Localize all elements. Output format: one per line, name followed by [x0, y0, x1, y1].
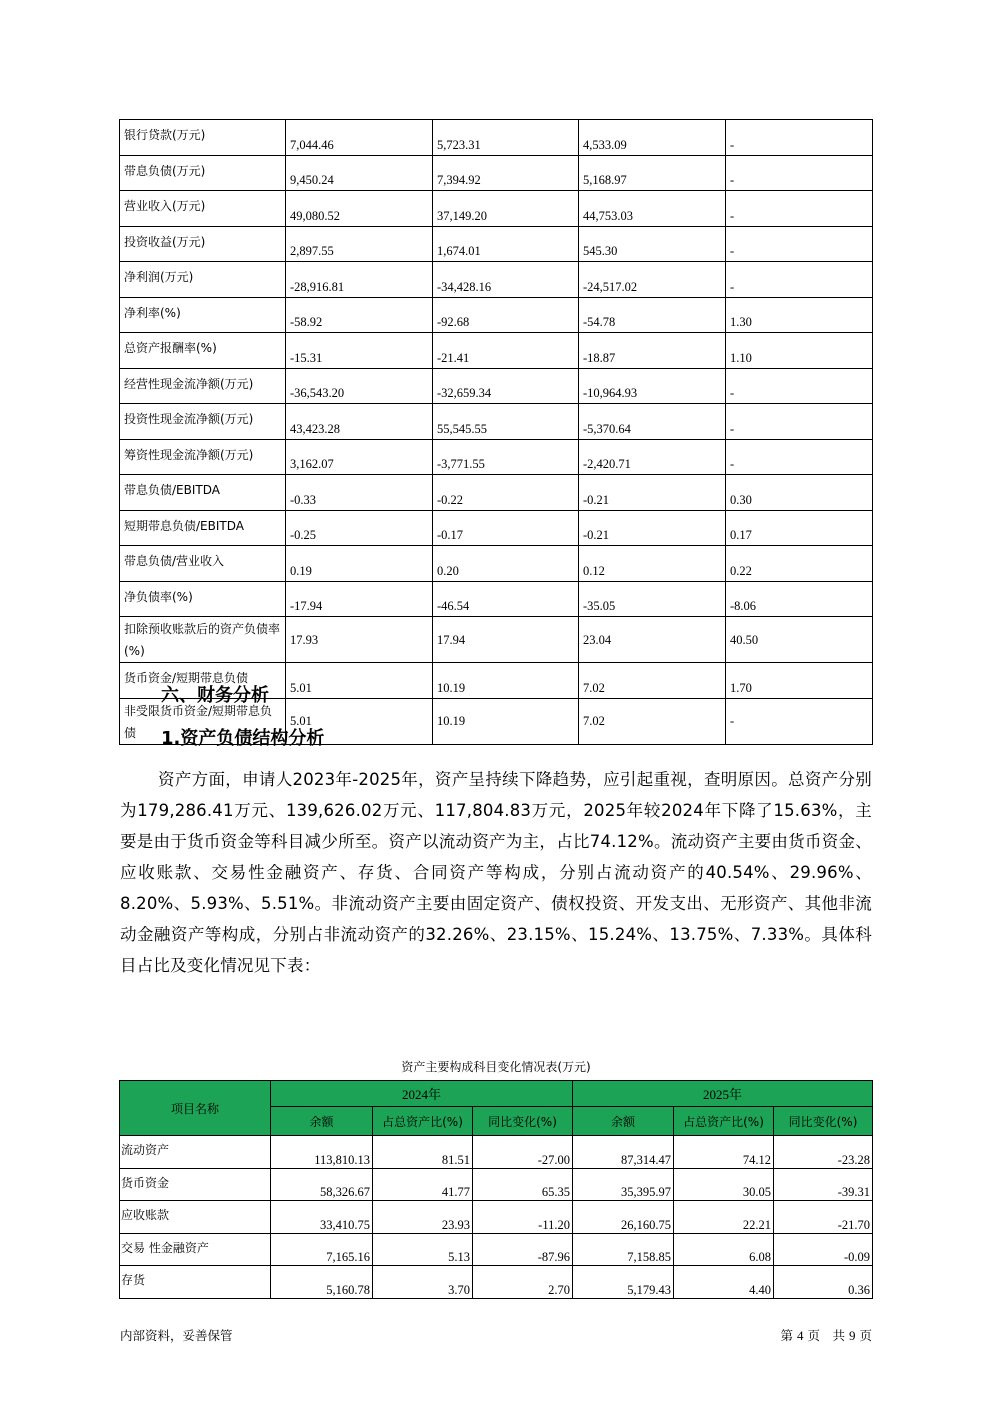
value-2023: -28,916.81 [286, 262, 433, 298]
value-2024: 10.19 [433, 663, 579, 699]
row-label: 存货 [120, 1266, 271, 1299]
amount-2024: 113,810.13 [271, 1136, 373, 1169]
table-row [120, 546, 873, 582]
header-amount: 余额 [573, 1107, 674, 1136]
table-row [120, 1233, 873, 1266]
yoy-2025: -39.31 [774, 1168, 873, 1201]
value-2025: -35.05 [579, 581, 726, 617]
value-benchmark: 1.30 [726, 297, 873, 333]
table-row [120, 439, 873, 475]
page-current: 4 [797, 1328, 804, 1343]
value-2025: 0.12 [579, 546, 726, 582]
value-benchmark: -8.06 [726, 581, 873, 617]
value-2025: -10,964.93 [579, 368, 726, 404]
value-2023: 3,162.07 [286, 439, 433, 475]
value-benchmark: 0.17 [726, 510, 873, 546]
yoy-2025: -23.28 [774, 1136, 873, 1169]
value-2023: 7,044.46 [286, 120, 433, 156]
value-benchmark: - [726, 120, 873, 156]
value-2025: -24,517.02 [579, 262, 726, 298]
amount-2024: 58,326.67 [271, 1168, 373, 1201]
value-2025: 5,168.97 [579, 155, 726, 191]
header-year-2024: 2024年 [271, 1081, 573, 1107]
page-mid: 页 共 [807, 1328, 846, 1343]
table-row [120, 368, 873, 404]
table-row [120, 1201, 873, 1234]
row-label: 银行贷款(万元) [120, 120, 286, 156]
amount-2024: 5,160.78 [271, 1266, 373, 1299]
share-2025: 4.40 [674, 1266, 774, 1299]
value-2024: 10.19 [433, 698, 579, 744]
value-benchmark: - [726, 404, 873, 440]
table-row [120, 155, 873, 191]
header-year-2025: 2025年 [573, 1081, 873, 1107]
header-share: 占总资产比(%) [674, 1107, 774, 1136]
row-label: 货币资金/短期带息负债 [120, 663, 286, 699]
yoy-2024: -27.00 [473, 1136, 573, 1169]
financial-metrics-table [119, 119, 873, 745]
value-benchmark: - [726, 191, 873, 227]
value-2023: 17.93 [286, 617, 433, 663]
row-label: 投资性现金流净额(万元) [120, 404, 286, 440]
value-2024: 55,545.55 [433, 404, 579, 440]
share-2025: 30.05 [674, 1168, 774, 1201]
value-2024: -92.68 [433, 297, 579, 333]
row-label: 经营性现金流净额(万元) [120, 368, 286, 404]
value-2023: -36,543.20 [286, 368, 433, 404]
amount-2025: 35,395.97 [573, 1168, 674, 1201]
value-2023: -58.92 [286, 297, 433, 333]
header-yoy: 同比变化(%) [774, 1107, 873, 1136]
value-2024: 5,723.31 [433, 120, 579, 156]
page-prefix: 第 [780, 1328, 794, 1343]
header-share: 占总资产比(%) [373, 1107, 473, 1136]
row-label: 交易 性金融资产 [120, 1233, 271, 1266]
value-benchmark: 1.70 [726, 663, 873, 699]
table-caption: 资产主要构成科目变化情况表(万元) [401, 1060, 591, 1074]
value-2025: 545.30 [579, 226, 726, 262]
header-amount: 余额 [271, 1107, 373, 1136]
value-2025: -0.21 [579, 510, 726, 546]
value-benchmark: 0.22 [726, 546, 873, 582]
share-2024: 41.77 [373, 1168, 473, 1201]
value-2024: 37,149.20 [433, 191, 579, 227]
value-benchmark: - [726, 226, 873, 262]
row-label: 短期带息负债/EBITDA [120, 510, 286, 546]
value-2023: 5.01 [286, 698, 433, 744]
table-row [120, 191, 873, 227]
value-2024: -21.41 [433, 333, 579, 369]
share-2025: 22.21 [674, 1201, 774, 1234]
table-row [120, 1136, 873, 1169]
table-row [120, 475, 873, 511]
value-benchmark: 1.10 [726, 333, 873, 369]
value-2025: 23.04 [579, 617, 726, 663]
row-label: 带息负债/EBITDA [120, 475, 286, 511]
value-2023: -15.31 [286, 333, 433, 369]
page-total: 9 [849, 1328, 856, 1343]
value-2024: 1,674.01 [433, 226, 579, 262]
yoy-2024: 65.35 [473, 1168, 573, 1201]
value-2025: 7.02 [579, 663, 726, 699]
share-2024: 81.51 [373, 1136, 473, 1169]
row-label: 筹资性现金流净额(万元) [120, 439, 286, 475]
row-label: 应收账款 [120, 1201, 271, 1234]
value-2025: 4,533.09 [579, 120, 726, 156]
header-item-name: 项目名称 [120, 1081, 271, 1136]
value-benchmark: - [726, 155, 873, 191]
amount-2024: 33,410.75 [271, 1201, 373, 1234]
table-row [120, 617, 873, 663]
page-suffix: 页 [859, 1328, 872, 1343]
share-2024: 5.13 [373, 1233, 473, 1266]
value-2023: 43,423.28 [286, 404, 433, 440]
value-benchmark: 40.50 [726, 617, 873, 663]
amount-2025: 87,314.47 [573, 1136, 674, 1169]
amount-2025: 7,158.85 [573, 1233, 674, 1266]
value-benchmark: 0.30 [726, 475, 873, 511]
row-label: 扣除预收账款后的资产负债率(%) [120, 617, 286, 663]
row-label: 总资产报酬率(%) [120, 333, 286, 369]
value-2023: -0.33 [286, 475, 433, 511]
value-2023: 5.01 [286, 663, 433, 699]
yoy-2025: -0.09 [774, 1233, 873, 1266]
yoy-2024: -87.96 [473, 1233, 573, 1266]
row-label: 非受限货币资金/短期带息负债 [120, 698, 286, 744]
table-row [120, 404, 873, 440]
share-2025: 74.12 [674, 1136, 774, 1169]
table-row [120, 581, 873, 617]
amount-2024: 7,165.16 [271, 1233, 373, 1266]
footer-confidential: 内部资料，妥善保管 [120, 1328, 233, 1343]
table-row [120, 510, 873, 546]
value-2025: -2,420.71 [579, 439, 726, 475]
row-label: 带息负债/营业收入 [120, 546, 286, 582]
footer-page-number [781, 1326, 872, 1344]
row-label: 净利润(万元) [120, 262, 286, 298]
value-2024: -32,659.34 [433, 368, 579, 404]
value-2023: 0.19 [286, 546, 433, 582]
yoy-2025: -21.70 [774, 1201, 873, 1234]
yoy-2024: -11.20 [473, 1201, 573, 1234]
share-2025: 6.08 [674, 1233, 774, 1266]
row-label: 流动资产 [120, 1136, 271, 1169]
table-row [120, 333, 873, 369]
value-2025: -0.21 [579, 475, 726, 511]
value-2023: 49,080.52 [286, 191, 433, 227]
value-2023: 2,897.55 [286, 226, 433, 262]
value-benchmark: - [726, 262, 873, 298]
value-2024: -34,428.16 [433, 262, 579, 298]
value-2024: 0.20 [433, 546, 579, 582]
amount-2025: 5,179.43 [573, 1266, 674, 1299]
value-2024: 7,394.92 [433, 155, 579, 191]
value-2023: -17.94 [286, 581, 433, 617]
subsection-heading: 1.资产负债结构分析 [161, 728, 325, 749]
row-label: 净负债率(%) [120, 581, 286, 617]
share-2024: 23.93 [373, 1201, 473, 1234]
table-row [120, 297, 873, 333]
value-2025: -18.87 [579, 333, 726, 369]
row-label: 货币资金 [120, 1168, 271, 1201]
value-benchmark: - [726, 368, 873, 404]
value-2024: 17.94 [433, 617, 579, 663]
amount-2025: 26,160.75 [573, 1201, 674, 1234]
value-2024: -3,771.55 [433, 439, 579, 475]
share-2024: 3.70 [373, 1266, 473, 1299]
row-label: 净利率(%) [120, 297, 286, 333]
value-2023: 9,450.24 [286, 155, 433, 191]
analysis-paragraph: 资产方面，申请人2023年-2025年，资产呈持续下降趋势，应引起重视，查明原因。总资产分别为179,286.41万元、139,626.02万元、117,804.83万元，2025年较2024年下降了15.63%，主要是由于货币资金等科目减少所至。资产以流动资产为主，占比74.12%。流动资产主要由货币资金、应收账款、交易性金融资产、存货、合同资产等构成，分别占流动资产的40.54%、29.96%、8.20%、5.93%、5.51%。非流动资产主要由固定资产、债权投资、开发支出、无形资产、其他非流动金融资产等构成，分别占非流动资产的32.26%、23.15%、15.24%、13.75%、7.33%。具体科目占比及变化情况见下表： [120, 770, 872, 975]
value-2024: -46.54 [433, 581, 579, 617]
value-2023: -0.25 [286, 510, 433, 546]
table-row [120, 1266, 873, 1299]
yoy-2024: 2.70 [473, 1266, 573, 1299]
value-benchmark: - [726, 439, 873, 475]
value-2025: -54.78 [579, 297, 726, 333]
header-yoy: 同比变化(%) [473, 1107, 573, 1136]
row-label: 营业收入(万元) [120, 191, 286, 227]
table-row [120, 1168, 873, 1201]
value-2025: -5,370.64 [579, 404, 726, 440]
value-benchmark: - [726, 698, 873, 744]
asset-composition-table [119, 1080, 873, 1299]
section-heading: 六、财务分析 [161, 685, 269, 706]
value-2025: 44,753.03 [579, 191, 726, 227]
row-label: 投资收益(万元) [120, 226, 286, 262]
row-label: 带息负债(万元) [120, 155, 286, 191]
table-row [120, 226, 873, 262]
yoy-2025: 0.36 [774, 1266, 873, 1299]
table-row [120, 120, 873, 156]
table-row [120, 262, 873, 298]
value-2024: -0.22 [433, 475, 579, 511]
value-2024: -0.17 [433, 510, 579, 546]
value-2025: 7.02 [579, 698, 726, 744]
